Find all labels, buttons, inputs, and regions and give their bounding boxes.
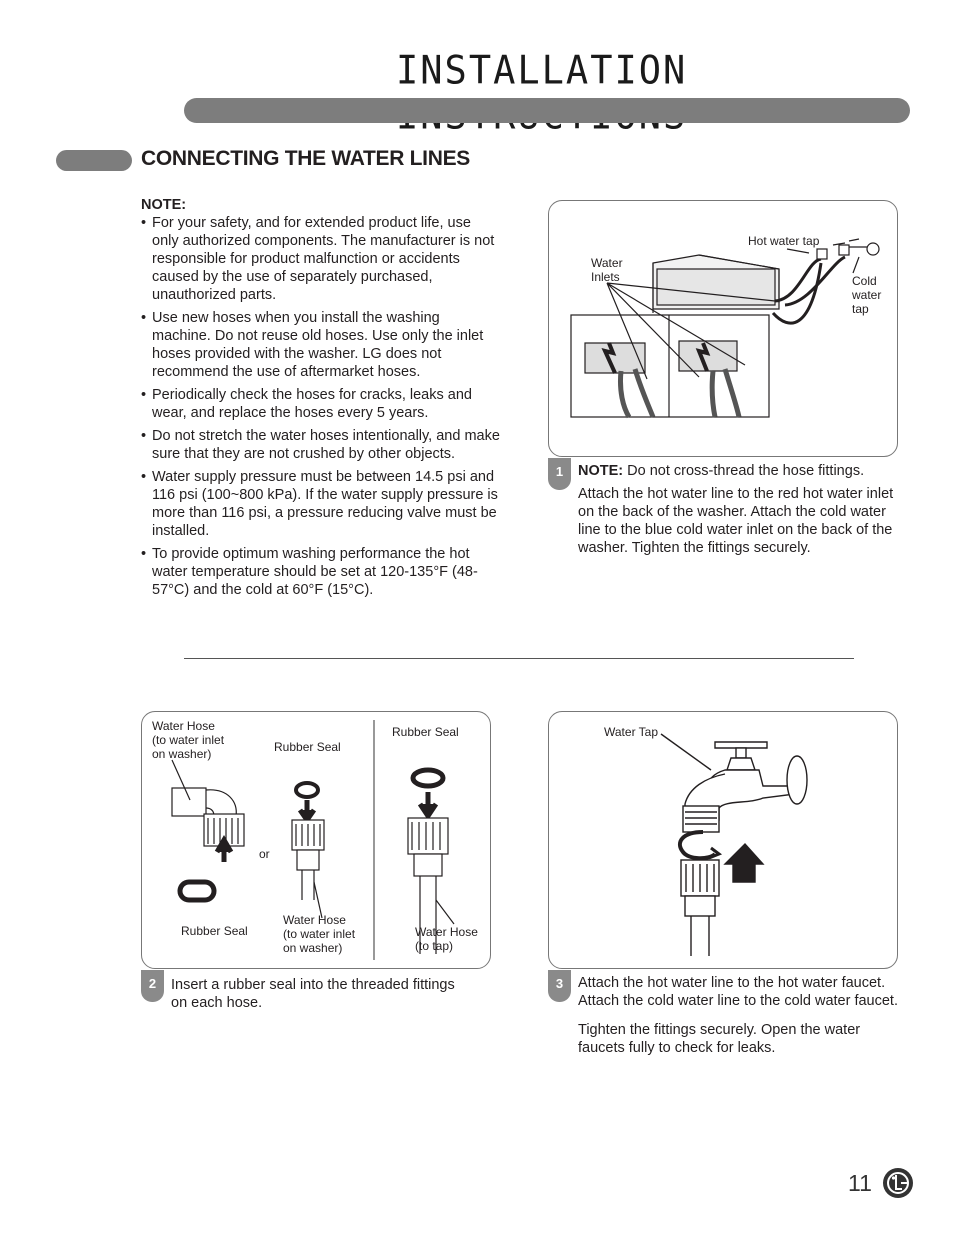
lg-logo [882,1167,914,1204]
water-hose-washer-label-a-line3: on washer) [152,747,212,761]
section-marker [56,150,132,171]
water-hose-washer-label-a-line1: Water Hose [152,719,215,733]
step1-note [578,462,898,480]
step1-number-badge: 1 [548,458,571,490]
hot-water-tap-label: Hot water tap [748,234,820,248]
step3-illustration-panel [548,711,898,969]
water-hose-washer-label-b-line1: Water Hose [283,913,346,927]
step1-note-text: Do not cross-thread the hose fittings. [623,463,865,479]
page-number: 11 [848,1170,872,1196]
note-bullet: • Water supply pressure must be between 14.5 psi and 116 psi (100~800 kPa). If the water supply pressure is more than 116 psi, a pressure reducing valve must be installed. [141,468,501,540]
page-header-title: INSTALLATION [396,47,688,93]
water-tap-illustration [549,712,897,968]
step3-number-badge: 3 [548,970,571,1002]
water-hose-tap-label-line2: (to tap) [415,939,454,953]
note-bullet: • To provide optimum washing performance the hot water temperature should be set at 120-135°F (48-57°C) and the cold at 60°F (15°C). [141,545,501,599]
rubber-seal-label-bottom: Rubber Seal [181,924,248,938]
water-hose-washer-label-b-line2: (to water inlet [283,927,356,941]
note-bullet: • For your safety, and for extended product life, use only authorized components. The manufacturer is not responsible for product malfunction or accidents caused by the use of separately purchased, unauthorized parts. [141,214,501,304]
step3-text-1: Attach the hot water line to the hot water faucet. Attach the cold water line to the cold water faucet. [578,975,898,1009]
lg-logo-text: LG [898,1198,900,1199]
step1-note-label: NOTE: [578,463,624,479]
water-inlets-label-line1: Water [591,256,623,270]
step2-illustration-panel [141,711,491,969]
step2-text: Insert a rubber seal into the threaded fittings on each hose. [171,977,455,1011]
note-bullet: • Periodically check the hoses for cracks, leaks and wear, and replace the hoses every 5 years. [141,386,501,422]
water-tap-label: Water Tap [604,725,659,739]
washer-back-illustration [549,201,897,456]
step3-instructions [578,974,898,1057]
section-divider [184,658,854,659]
note-bullet-list [141,214,501,604]
cold-water-tap-label-line1: Cold [852,274,877,288]
step1-text: Attach the hot water line to the red hot water inlet on the back of the washer. Attach the cold water line to the blue cold water inlet on the back of the washer. Tighten the fittings securely. [578,486,894,556]
step3-text-2: Tighten the fittings securely. Open the water faucets fully to check for leaks. [578,1022,861,1056]
step1-instructions [578,462,898,557]
note-bullet: • Use new hoses when you install the washing machine. Do not reuse old hoses. Use only the inlet hoses provided with the washer. LG does not recommend the use of aftermarket hoses. [141,309,501,381]
header-bar [184,98,910,123]
rubber-seal-label-right: Rubber Seal [392,725,459,739]
water-hose-washer-label-b-line3: on washer) [283,941,343,955]
note-bullet: • Do not stretch the water hoses intentionally, and make sure that they are not crushed by other objects. [141,427,501,463]
step1-illustration-panel [548,200,898,457]
or-label: or [259,847,270,861]
note-heading: NOTE: [141,197,187,213]
section-title: CONNECTING THE WATER LINES [141,147,470,170]
water-inlets-label-line2: Inlets [591,270,620,284]
water-hose-washer-label-a-line2: (to water inlet [152,733,225,747]
rubber-seal-label-middle: Rubber Seal [274,740,341,754]
lg-logo-icon [882,1167,914,1199]
cold-water-tap-label-line3: tap [852,302,869,316]
step2-number-badge: 2 [141,970,164,1002]
cold-water-tap-label-line2: water [852,288,882,302]
water-hose-tap-label-line1: Water Hose [415,925,478,939]
